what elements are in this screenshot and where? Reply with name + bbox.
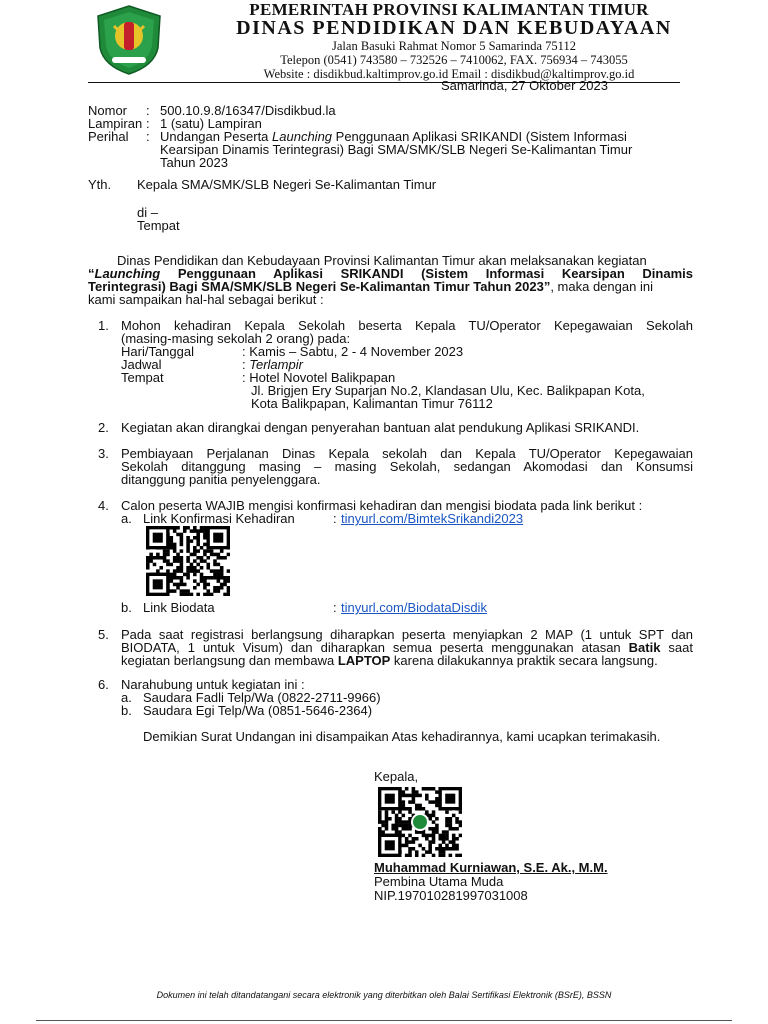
signatory-name: Muhammad Kurniawan, S.E. Ak., M.M. — [374, 860, 608, 875]
item3-number: 3. — [98, 446, 109, 461]
intro-line1: Dinas Pendidikan dan Kebudayaan Provinsi Kalimantan Timur akan melaksanakan kegiatan — [117, 253, 647, 268]
intro-title-b: Terintegrasi) Bagi SMA/SMK/SLB Negeri Se-Kalimantan Timur Tahun 2023” — [88, 279, 551, 294]
signatory-rank: Pembina Utama Muda — [374, 874, 504, 889]
item1-line2: (masing-masing sekolah 2 orang) pada: — [121, 331, 351, 346]
item5-line3 — [121, 653, 658, 668]
item6-b-letter: b. — [121, 703, 132, 718]
footer-rule — [36, 1020, 732, 1021]
item6-a-letter: a. — [121, 690, 132, 705]
nomor-sep: : — [146, 103, 150, 118]
recipient-place: Tempat — [137, 218, 180, 233]
closing-sentence: Demikian Surat Undangan ini disampaikan Atas kehadirannya, kami ucapkan terimakasih. — [143, 729, 661, 744]
item2-number: 2. — [98, 420, 109, 435]
item4-a-label: Link Konfirmasi Kehadiran — [143, 511, 295, 526]
perihal-label: Perihal — [88, 129, 129, 144]
intro-quote-open: “ — [88, 266, 95, 281]
perihal-line3: Tahun 2023 — [160, 155, 228, 170]
item5-laptop: LAPTOP — [337, 653, 391, 668]
item4-b-sep: : — [333, 600, 337, 615]
perihal-sep: : — [146, 129, 150, 144]
biodata-link[interactable]: tinyurl.com/BiodataDisdik — [341, 600, 487, 615]
perihal-text-b: Penggunaan Aplikasi SRIKANDI (Sistem Informasi — [332, 129, 627, 144]
jadwal-text: Terlampir — [249, 357, 303, 372]
letterhead-government: PEMERINTAH PROVINSI KALIMANTAN TIMUR — [249, 0, 649, 19]
lampiran-label: Lampiran — [88, 116, 143, 131]
item3-line1: Pembiayaan Perjalanan Dinas Kepala sekolah dan Kepala TU/Operator Kepegawaian — [121, 446, 693, 461]
signature-qr-code — [378, 787, 462, 857]
nomor-label: Nomor — [88, 103, 128, 118]
item4-b-letter: b. — [121, 600, 132, 615]
tempat-value: : Hotel Novotel Balikpapan — [242, 370, 396, 385]
footer-note: Dokumen ini telah ditandatangani secara elektronik yang diterbitkan oleh Balai Sertifikasi Elektronik (BSrE), BSSN — [156, 990, 612, 1000]
item6-text: Narahubung untuk kegiatan ini : — [121, 677, 305, 692]
tempat-address-1: Jl. Brigjen Ery Suparjan No.2, Klandasan Ulu, Kec. Balikpapan Kota, — [251, 383, 645, 398]
item1-number: 1. — [98, 318, 109, 333]
item5-number: 5. — [98, 627, 109, 642]
intro-line4: kami sampaikan hal-hal sebagai berikut : — [88, 292, 324, 307]
recipient-name: Kepala SMA/SMK/SLB Negeri Se-Kalimantan Timur — [137, 177, 437, 192]
signatory-nip: NIP.197010281997031008 — [374, 888, 528, 903]
intro-title-a: Penggunaan Aplikasi SRIKANDI (Sistem Informasi Kearsipan Dinamis — [160, 266, 693, 281]
item4-text: Calon peserta WAJIB mengisi konfirmasi kehadiran dan mengisi biodata pada link berikut : — [121, 498, 643, 513]
nomor-value: 500.10.9.8/16347/Disdikbud.la — [160, 103, 336, 118]
item3-line2: Sekolah ditanggung masing – masing Sekolah, sedangan Akomodasi dan Konsumsi — [121, 459, 693, 474]
lampiran-sep: : — [146, 116, 150, 131]
item5-batik: Batik — [628, 640, 661, 655]
item6-number: 6. — [98, 677, 109, 692]
item5-line1: Pada saat registrasi berlangsung diharapkan peserta menyiapkan 2 MAP (1 untuk SPT dan — [121, 627, 693, 642]
letter-date: Samarinda, 27 Oktober 2023 — [441, 78, 608, 93]
intro-launching: Launching — [94, 266, 161, 281]
konfirmasi-qr-code — [146, 526, 230, 596]
intro-line3-rest: , maka dengan ini — [550, 279, 653, 294]
contact-egi: Saudara Egi Telp/Wa (0851-5646-2364) — [143, 703, 373, 718]
perihal-text-italic: Launching — [272, 129, 333, 144]
konfirmasi-link[interactable]: tinyurl.com/BimtekSrikandi2023 — [341, 511, 524, 526]
letterhead-address: Jalan Basuki Rahmat Nomor 5 Samarinda 75112 — [332, 39, 576, 53]
hari-label: Hari/Tanggal — [121, 344, 194, 359]
letterhead-agency: DINAS PENDIDIKAN DAN KEBUDAYAAN — [236, 17, 672, 39]
item4-a-letter: a. — [121, 511, 132, 526]
perihal-line2: Kearsipan Dinamis Terintegrasi) Bagi SMA/SMK/SLB Negeri Se-Kalimantan Timur — [160, 142, 633, 157]
tempat-address-2: Kota Balikpapan, Kalimantan Timur 76112 — [251, 396, 493, 411]
hari-value: : Kamis – Sabtu, 2 - 4 November 2023 — [242, 344, 464, 359]
jadwal-sep: : — [242, 357, 250, 372]
item5-line2-b: saat — [660, 640, 694, 655]
item5-line3-b: karena dilakukannya praktik secara langsung. — [390, 653, 658, 668]
contact-fadli: Saudara Fadli Telp/Wa (0822-2711-9966) — [143, 690, 381, 705]
lampiran-value: 1 (satu) Lampiran — [160, 116, 262, 131]
item4-b-label: Link Biodata — [143, 600, 215, 615]
item1-line1: Mohon kehadiran Kepala Sekolah beserta Kepala TU/Operator Kepegawaian Sekolah — [121, 318, 693, 333]
recipient-di: di – — [137, 205, 158, 220]
item4-number: 4. — [98, 498, 109, 513]
tempat-label: Tempat — [121, 370, 164, 385]
item3-line3: ditanggung panitia penyelenggara. — [121, 472, 321, 487]
item4-a-sep: : — [333, 511, 337, 526]
item2-text: Kegiatan akan dirangkai dengan penyerahan bantuan alat pendukung Aplikasi SRIKANDI. — [121, 420, 640, 435]
letterhead-phone: Telepon (0541) 743580 – 732526 – 7410062, FAX. 756934 – 743055 — [280, 53, 628, 67]
signature-title: Kepala, — [374, 769, 419, 784]
item5-line3-a: kegiatan berlangsung dan membawa — [121, 653, 338, 668]
jadwal-label: Jadwal — [121, 357, 162, 372]
perihal-text-a: Undangan Peserta — [160, 129, 273, 144]
yth-label: Yth. — [88, 177, 112, 192]
letterhead-web: Website : disdikbud.kaltimprov.go.id Email : disdikbud@kaltimprov.go.id — [263, 67, 635, 81]
item5-line2-a: BIODATA, 1 untuk Visum) dan diharapkan semua peserta menggunakan atasan — [121, 640, 629, 655]
